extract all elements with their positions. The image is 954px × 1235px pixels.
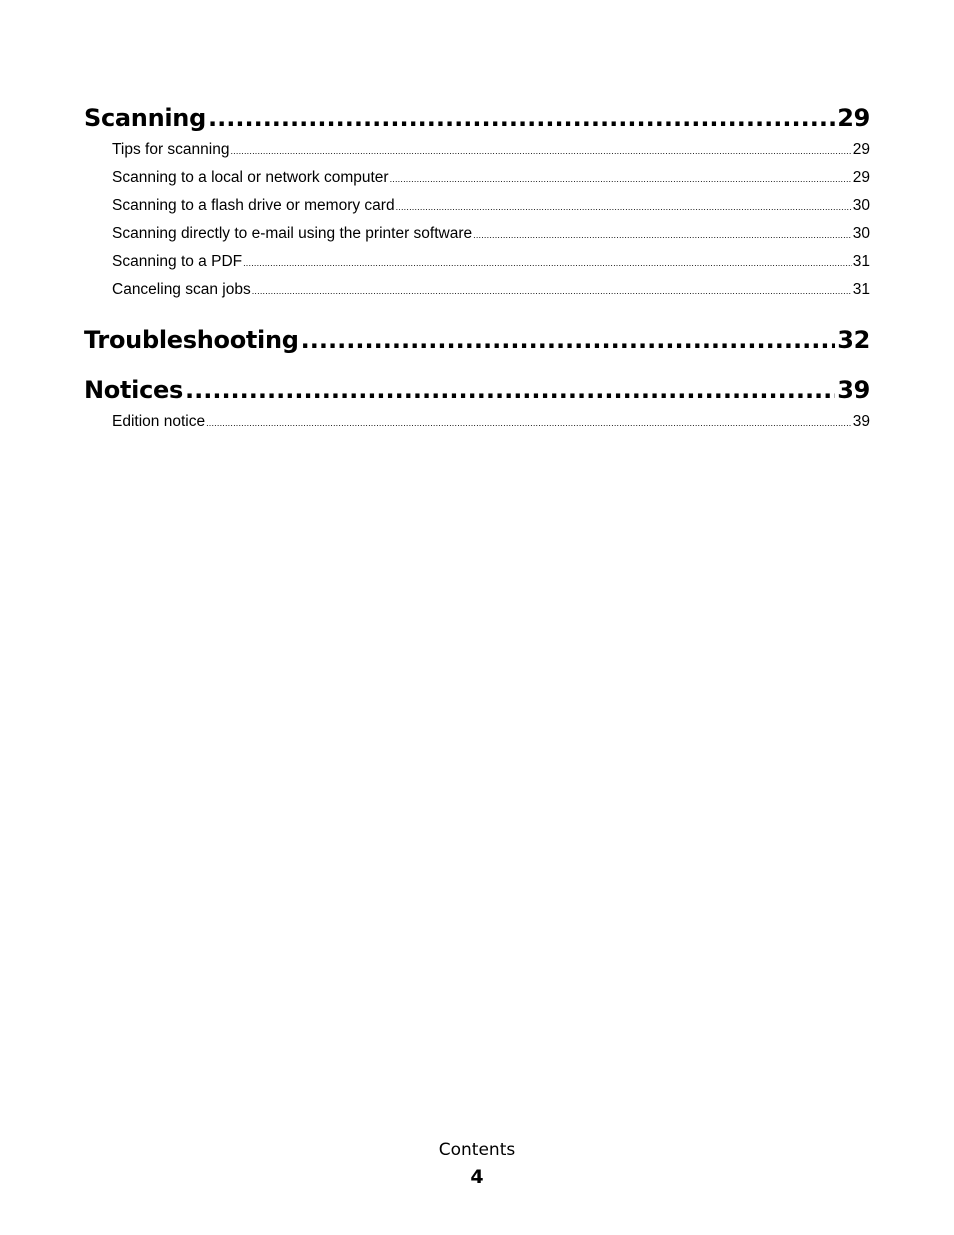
entry-title: Scanning to a flash drive or memory card (112, 197, 395, 214)
dot-leader (206, 409, 852, 437)
toc-entry[interactable] (112, 276, 870, 304)
entry-page-number: 29 (852, 169, 870, 186)
entry-page-number: 29 (852, 141, 870, 158)
toc-entry[interactable] (112, 220, 870, 248)
page-footer (0, 1138, 954, 1192)
dot-leader (243, 249, 852, 277)
toc-entry-list (84, 136, 870, 304)
section-title: Notices (84, 376, 183, 404)
toc-section-scanning (84, 100, 870, 304)
entry-page-number: 30 (852, 197, 870, 214)
entry-title: Scanning to a local or network computer (112, 169, 389, 186)
footer-section-label: Contents (438, 1140, 516, 1160)
entry-title: Tips for scanning (112, 141, 230, 158)
dot-leader (390, 165, 852, 193)
section-title: Troubleshooting (84, 326, 299, 354)
section-title: Scanning (84, 104, 206, 132)
entry-title: Canceling scan jobs (112, 281, 251, 298)
toc-section-heading[interactable] (84, 100, 870, 136)
dot-leader (252, 277, 852, 305)
section-page-number: 39 (837, 376, 870, 404)
entry-page-number: 31 (852, 253, 870, 270)
toc-entry[interactable] (112, 248, 870, 276)
entry-page-number: 31 (852, 281, 870, 298)
dot-leader (185, 372, 835, 408)
toc-entry[interactable] (112, 164, 870, 192)
toc-entry[interactable] (112, 192, 870, 220)
entry-title: Scanning directly to e-mail using the printer software (112, 225, 473, 242)
toc-entry-list (84, 408, 870, 436)
toc-entry[interactable] (112, 136, 870, 164)
toc-section-heading[interactable] (84, 372, 870, 408)
dot-leader (208, 100, 835, 136)
section-page-number: 29 (837, 104, 870, 132)
entry-page-number: 39 (852, 413, 870, 430)
dot-leader (396, 193, 852, 221)
dot-leader (473, 221, 852, 249)
toc-section-troubleshooting (84, 322, 870, 358)
entry-page-number: 30 (852, 225, 870, 242)
entry-title: Scanning to a PDF (112, 253, 243, 270)
section-page-number: 32 (837, 326, 870, 354)
toc-section-heading[interactable] (84, 322, 870, 358)
dot-leader (230, 137, 851, 165)
toc-entry[interactable] (112, 408, 870, 436)
footer-page-number: 4 (470, 1166, 484, 1188)
entry-title: Edition notice (112, 413, 206, 430)
table-of-contents (84, 100, 870, 436)
dot-leader (301, 322, 836, 358)
toc-section-notices (84, 372, 870, 436)
